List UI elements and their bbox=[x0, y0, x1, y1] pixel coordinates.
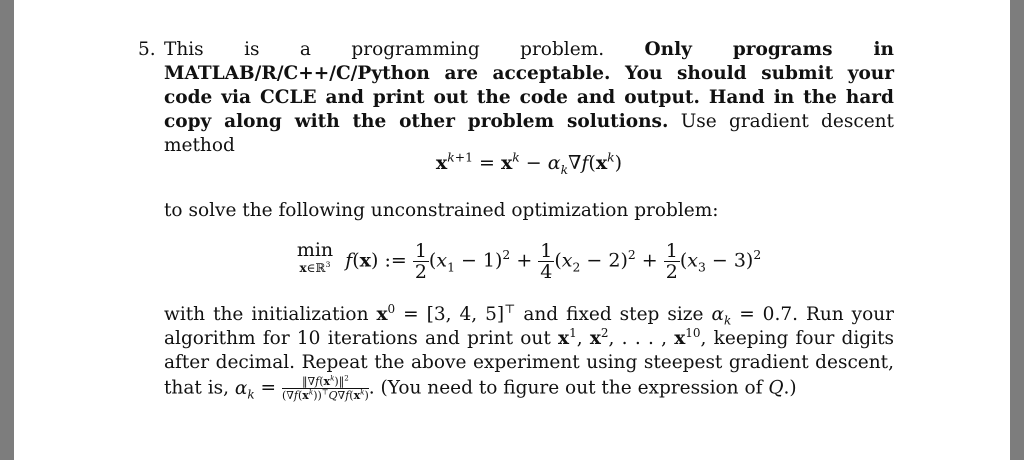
intro-bold-text: Only programs in MATLAB/R/C++/C/Python are acceptable. You should submit your code via CCLE and print out the code and output. Hand in the hard copy along with the other problem solutions. bbox=[164, 39, 894, 132]
intro-plain-text: This is a programming problem. bbox=[164, 39, 605, 60]
step-size-formula: $\frac{‖\nabla f(x^k)‖^2}{(\nabla f(x^k))^⊤Q\nabla f(x^k)}$ bbox=[281, 373, 369, 402]
x0-value: [3, 4, 5] bbox=[426, 304, 505, 325]
problem-intro bbox=[138, 38, 894, 158]
init-text-4: , keeping four digits after decimal. Repeat the above experiment using steepest gradient descent, that is, bbox=[164, 328, 894, 399]
problem-number: 5. bbox=[138, 39, 156, 60]
init-text-1: with the initialization bbox=[164, 304, 369, 325]
objective-equation: min x∈ℝ$^3$ f(x) := $\frac{1}{2}$ $(x_1 - 1)^2$ + $\frac{1}{4}$ $(x_2 - 2)^2$ + $\frac{1}{2}$ $(x_3 - 3)^2$ bbox=[296, 239, 762, 283]
solve-text: to solve the following unconstrained optimization problem: bbox=[164, 200, 719, 221]
page bbox=[14, 0, 1010, 460]
instructions-paragraph: with the initialization $x^0 = [3$, 4, 5]⊤ and fixed step size $\alpha_k = 0.7$. Run your algorithm for 10 iterations and print out $x^1$, $x^2$, . . . , $x^{10}$, keeping four digits after decimal. Repeat the above experiment using steepest gradient descent, that is, $\alpha_k$ = $\frac{‖\nabla f(x^k)‖^2}{(\nabla f(x^k))^⊤Q\nabla f(x^k)}$ . (You need to figure out the expression of Q.) bbox=[164, 301, 895, 402]
update-rule-equation: $x^{k+1} = x^k - \alpha_k\nabla f(x^k)$ bbox=[435, 150, 623, 177]
init-text-2: and fixed step size bbox=[523, 304, 704, 325]
step-size: 0.7 bbox=[762, 304, 793, 325]
intro-tail-text: Use gradient descent method bbox=[164, 111, 894, 156]
init-text-3: . Run your algorithm for 10 iterations and print out bbox=[164, 304, 895, 349]
final-text: . (You need to figure out the expression of bbox=[368, 377, 763, 399]
problem-5 bbox=[138, 38, 895, 402]
min-operator: min x∈ℝ$^3$ bbox=[296, 239, 334, 275]
